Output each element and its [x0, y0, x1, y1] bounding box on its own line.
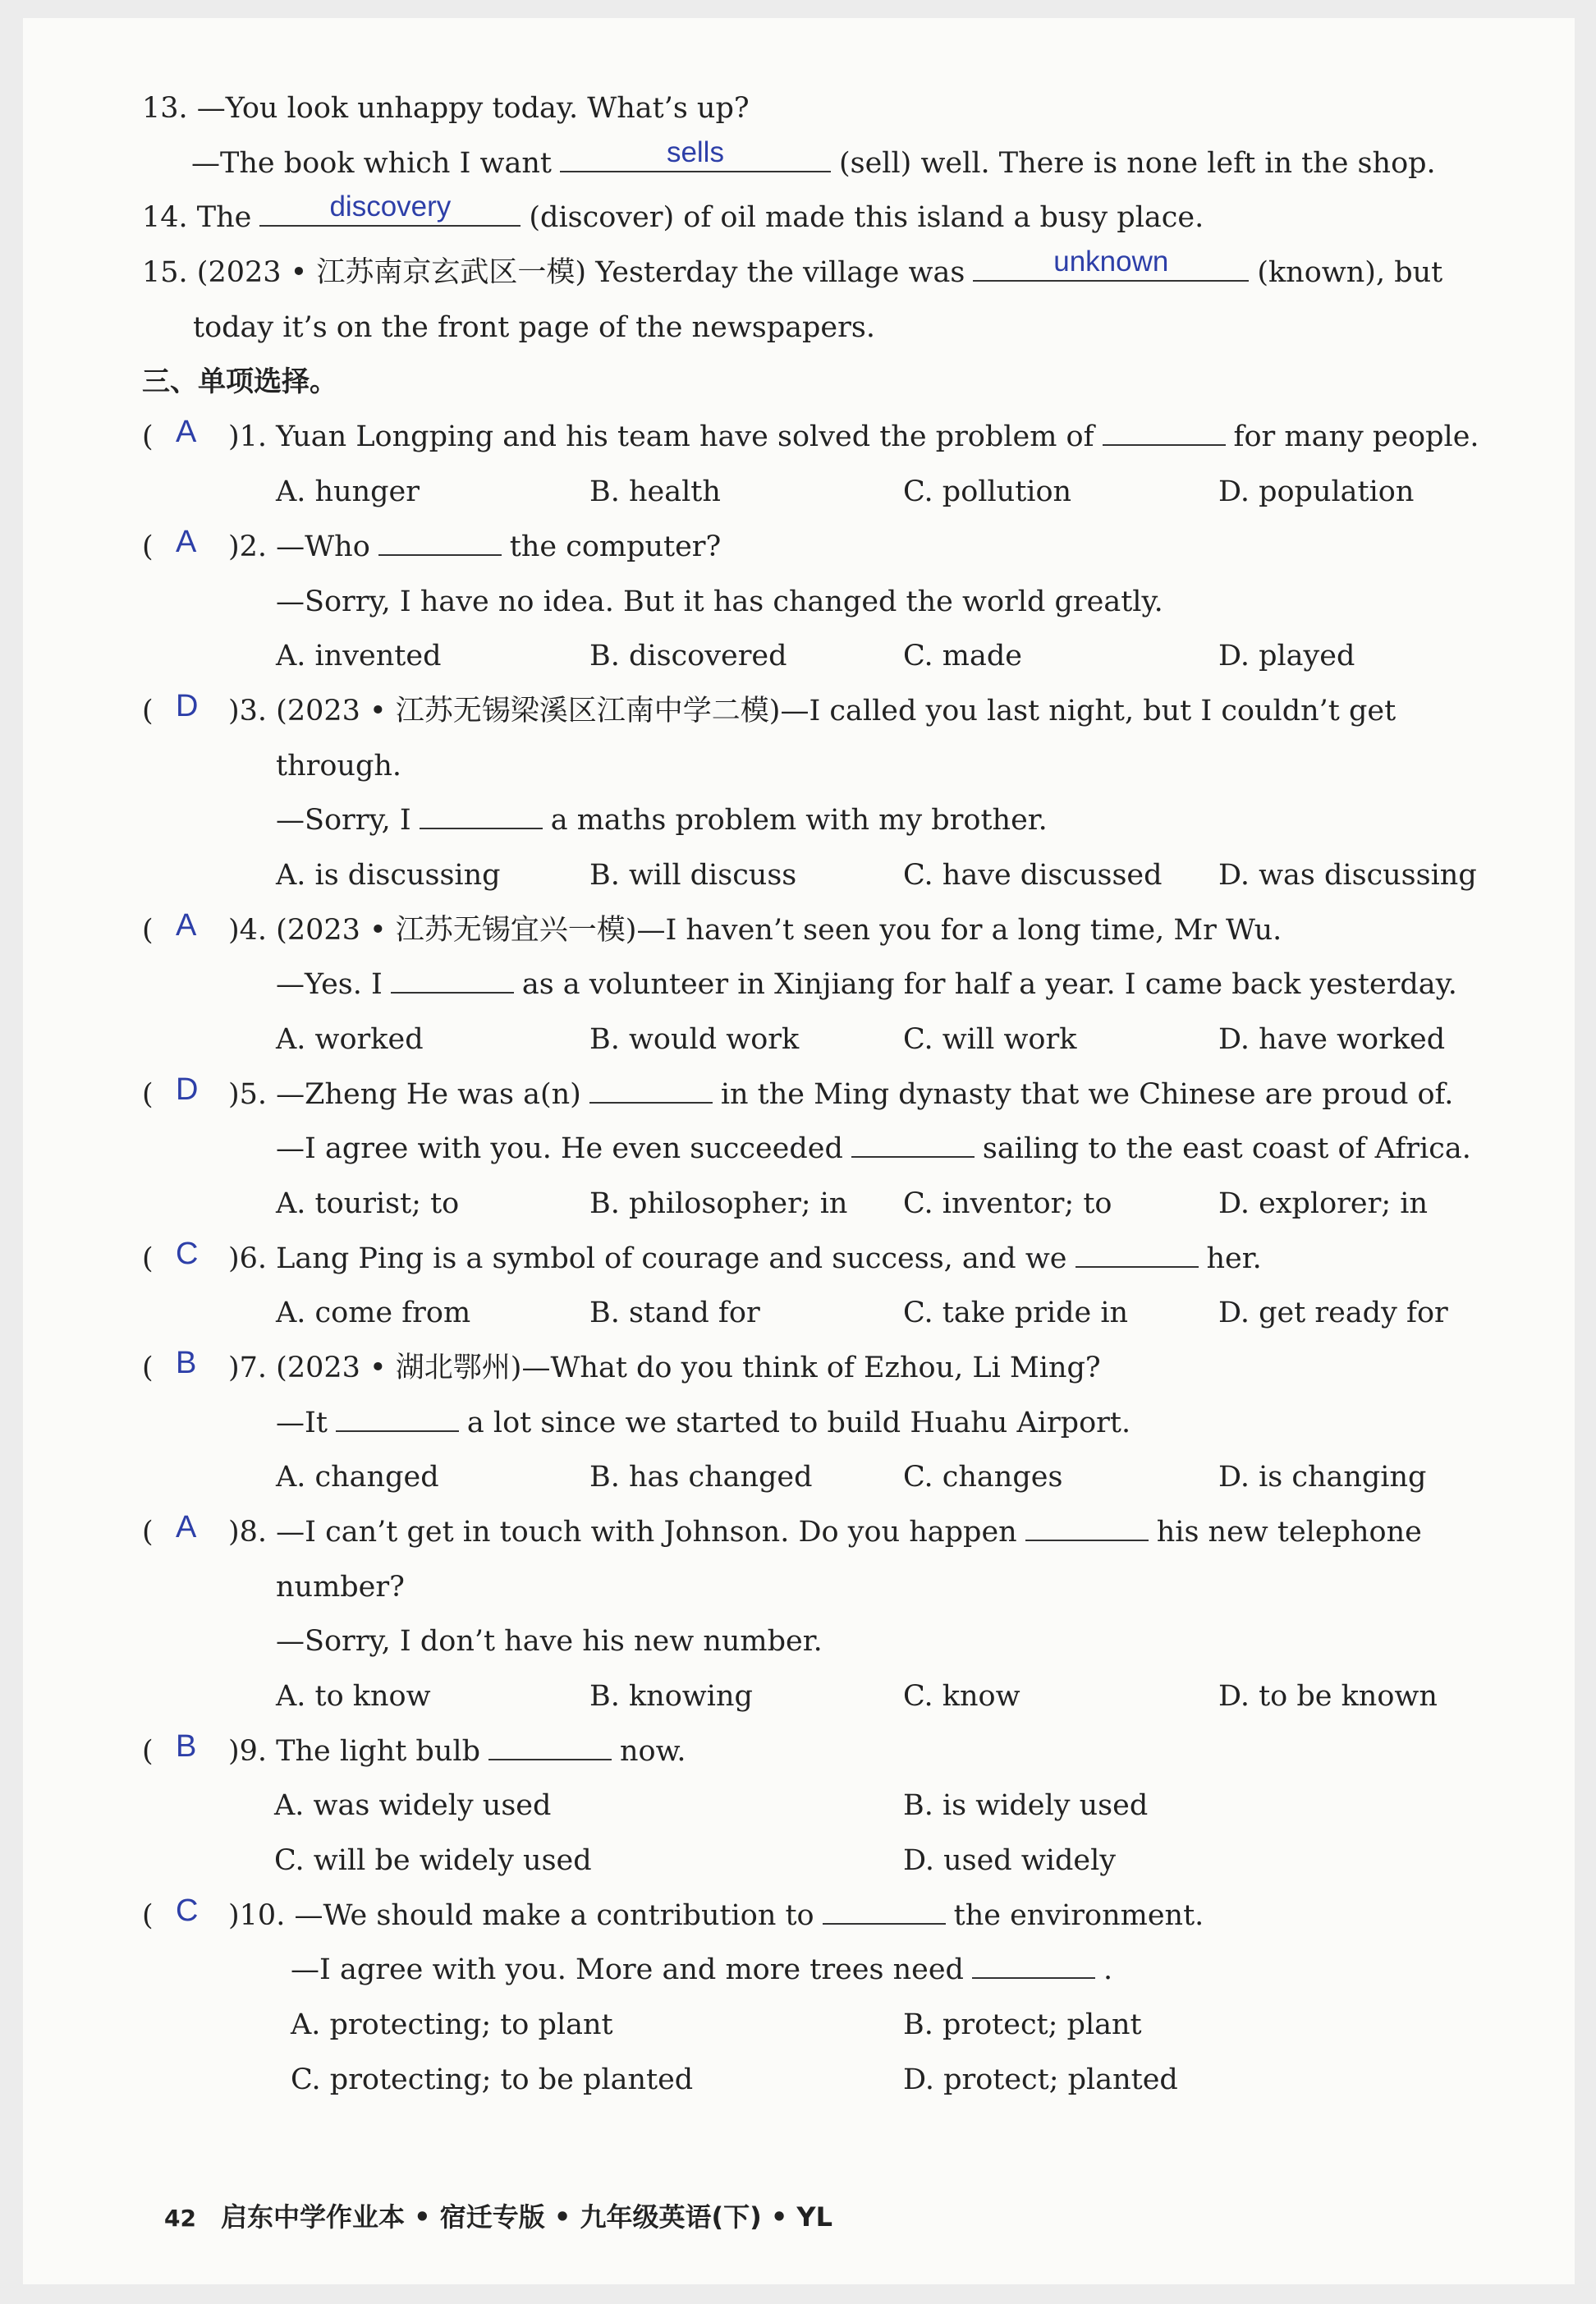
answer-blank[interactable] — [589, 1074, 713, 1104]
question-7-reply: —It a lot since we started to build Huahu Airport. — [276, 1398, 1130, 1448]
answer-blank[interactable] — [1025, 1512, 1149, 1541]
fill-in-15: 15. (2023 • 江苏南京玄武区一模) Yesterday the village was unknown (known), but — [142, 246, 1443, 289]
handwritten-choice: D — [176, 689, 199, 723]
handwritten-choice: A — [176, 908, 197, 943]
option-a[interactable]: A. is discussing — [276, 859, 501, 892]
option-d[interactable]: D. used widely — [903, 1844, 1117, 1877]
fill-in-14: 14. The discovery (discover) of oil made this island a busy place. — [142, 190, 1204, 234]
option-c[interactable]: C. pollution — [903, 475, 1072, 508]
answer-blank[interactable] — [1075, 1238, 1199, 1268]
answer-paren: ( — [142, 1242, 154, 1275]
answer-paren: ( — [142, 530, 154, 563]
question-5-reply: —I agree with you. He even succeeded sailing to the east coast of Africa. — [276, 1124, 1471, 1173]
question-10-stem: )10. —We should make a contribution to the environment. — [228, 1891, 1204, 1940]
option-a[interactable]: A. tourist; to — [276, 1187, 460, 1220]
option-b[interactable]: B. knowing — [589, 1680, 753, 1713]
answer-blank[interactable] — [259, 190, 521, 227]
handwritten-answer: sells — [666, 136, 724, 168]
option-b[interactable]: B. discovered — [589, 640, 787, 672]
question-8-reply: —Sorry, I don’t have his new number. — [276, 1625, 823, 1658]
handwritten-choice: B — [176, 1346, 197, 1380]
answer-blank[interactable] — [336, 1402, 459, 1432]
option-b[interactable]: B. health — [589, 475, 721, 508]
option-a[interactable]: A. was widely used — [274, 1789, 552, 1822]
option-c[interactable]: C. changes — [903, 1461, 1063, 1494]
option-c[interactable]: C. take pride in — [903, 1297, 1129, 1329]
answer-paren: ( — [142, 1352, 154, 1384]
handwritten-choice: A — [176, 525, 197, 559]
book-title: 启东中学作业本 • 宿迁专版 • 九年级英语(下) • YL — [220, 2201, 832, 2233]
workbook-page — [23, 18, 1575, 2284]
question-10-reply: —I agree with you. More and more trees need . — [291, 1945, 1112, 1994]
answer-blank[interactable] — [823, 1895, 946, 1925]
option-d[interactable]: D. protect; planted — [903, 2063, 1178, 2096]
option-b[interactable]: B. stand for — [589, 1297, 760, 1329]
option-b[interactable]: B. would work — [589, 1023, 800, 1056]
option-a[interactable]: A. worked — [276, 1023, 424, 1056]
handwritten-choice: C — [176, 1893, 199, 1928]
option-c[interactable]: C. will be widely used — [274, 1844, 592, 1877]
answer-paren: ( — [142, 695, 154, 727]
handwritten-answer: discovery — [329, 190, 452, 223]
question-3-stem: )3. (2023 • 江苏无锡梁溪区江南中学二模)—I called you last night, but I couldn’t get — [228, 695, 1396, 727]
option-d[interactable]: D. played — [1218, 640, 1355, 672]
question-8-stem: )8. —I can’t get in touch with Johnson. Do you happen his new telephone — [228, 1508, 1422, 1557]
option-d[interactable]: D. population — [1218, 475, 1415, 508]
option-b[interactable]: B. will discuss — [589, 859, 797, 892]
question-9-stem: )9. The light bulb now. — [228, 1727, 686, 1776]
handwritten-choice: A — [176, 415, 197, 449]
answer-blank[interactable] — [972, 1949, 1095, 1979]
option-a[interactable]: A. protecting; to plant — [291, 2008, 613, 2041]
option-d[interactable]: D. to be known — [1218, 1680, 1438, 1713]
option-d[interactable]: D. is changing — [1218, 1461, 1427, 1494]
option-c[interactable]: C. have discussed — [903, 859, 1163, 892]
handwritten-choice: D — [176, 1072, 199, 1107]
question-4-stem: )4. (2023 • 江苏无锡宜兴一模)—I haven’t seen you for a long time, Mr Wu. — [228, 914, 1282, 947]
option-b[interactable]: B. protect; plant — [903, 2008, 1142, 2041]
option-a[interactable]: A. to know — [276, 1680, 431, 1713]
option-a[interactable]: A. come from — [276, 1297, 471, 1329]
question-6-stem: )6. Lang Ping is a symbol of courage and success, and we her. — [228, 1234, 1262, 1283]
question-5-stem: )5. —Zheng He was a(n) in the Ming dynasty that we Chinese are proud of. — [228, 1070, 1453, 1119]
option-a[interactable]: A. changed — [276, 1461, 439, 1494]
answer-paren: ( — [142, 1899, 154, 1932]
option-c[interactable]: C. will work — [903, 1023, 1077, 1056]
handwritten-choice: A — [176, 1510, 197, 1544]
question-3-stem-line2: through. — [276, 750, 402, 783]
question-4-reply: —Yes. I as a volunteer in Xinjiang for half a year. I came back yesterday. — [276, 960, 1457, 1009]
fill-in-15-line2: today it’s on the front page of the newspapers. — [193, 311, 875, 344]
answer-blank[interactable] — [391, 964, 514, 994]
section-heading: 三、单项选择。 — [142, 365, 337, 398]
handwritten-choice: B — [176, 1729, 197, 1764]
option-d[interactable]: D. have worked — [1218, 1023, 1446, 1056]
question-7-stem: )7. (2023 • 湖北鄂州)—What do you think of Ezhou, Li Ming? — [228, 1352, 1101, 1384]
answer-paren: ( — [142, 1078, 154, 1111]
fill-in-13-question: 13. —You look unhappy today. What’s up? — [142, 92, 750, 125]
answer-blank[interactable] — [488, 1731, 612, 1760]
question-1-stem: )1. Yuan Longping and his team have solved the problem of for many people. — [228, 412, 1479, 461]
fill-in-13-line: —The book which I want sells (sell) well. There is none left in the shop. — [191, 136, 1436, 180]
question-8-stem-line2: number? — [276, 1571, 405, 1604]
answer-paren: ( — [142, 420, 154, 453]
question-2-stem: )2. —Who the computer? — [228, 522, 721, 571]
handwritten-answer: unknown — [1053, 246, 1169, 278]
answer-blank[interactable] — [420, 800, 543, 829]
option-b[interactable]: B. is widely used — [903, 1789, 1149, 1822]
page-footer — [164, 2192, 832, 2242]
handwritten-choice: C — [176, 1237, 199, 1271]
answer-blank[interactable] — [851, 1128, 975, 1158]
answer-paren: ( — [142, 1516, 154, 1549]
option-c[interactable]: C. protecting; to be planted — [291, 2063, 694, 2096]
answer-blank[interactable] — [560, 136, 831, 172]
option-c[interactable]: C. know — [903, 1680, 1020, 1713]
option-d[interactable]: D. get ready for — [1218, 1297, 1448, 1329]
option-c[interactable]: C. inventor; to — [903, 1187, 1112, 1220]
option-a[interactable]: A. hunger — [276, 475, 420, 508]
question-3-reply: —Sorry, I a maths problem with my brother. — [276, 796, 1048, 845]
option-a[interactable]: A. invented — [276, 640, 442, 672]
option-d[interactable]: D. was discussing — [1218, 859, 1477, 892]
option-d[interactable]: D. explorer; in — [1218, 1187, 1429, 1220]
option-b[interactable]: B. has changed — [589, 1461, 813, 1494]
answer-blank[interactable] — [1103, 416, 1226, 446]
question-2-reply: —Sorry, I have no idea. But it has changed the world greatly. — [276, 585, 1163, 618]
answer-paren: ( — [142, 914, 154, 947]
option-c[interactable]: C. made — [903, 640, 1022, 672]
answer-paren: ( — [142, 1735, 154, 1768]
option-b[interactable]: B. philosopher; in — [589, 1187, 848, 1220]
answer-blank[interactable] — [973, 246, 1249, 282]
page-number: 42 — [164, 2205, 196, 2232]
answer-blank[interactable] — [378, 526, 502, 556]
